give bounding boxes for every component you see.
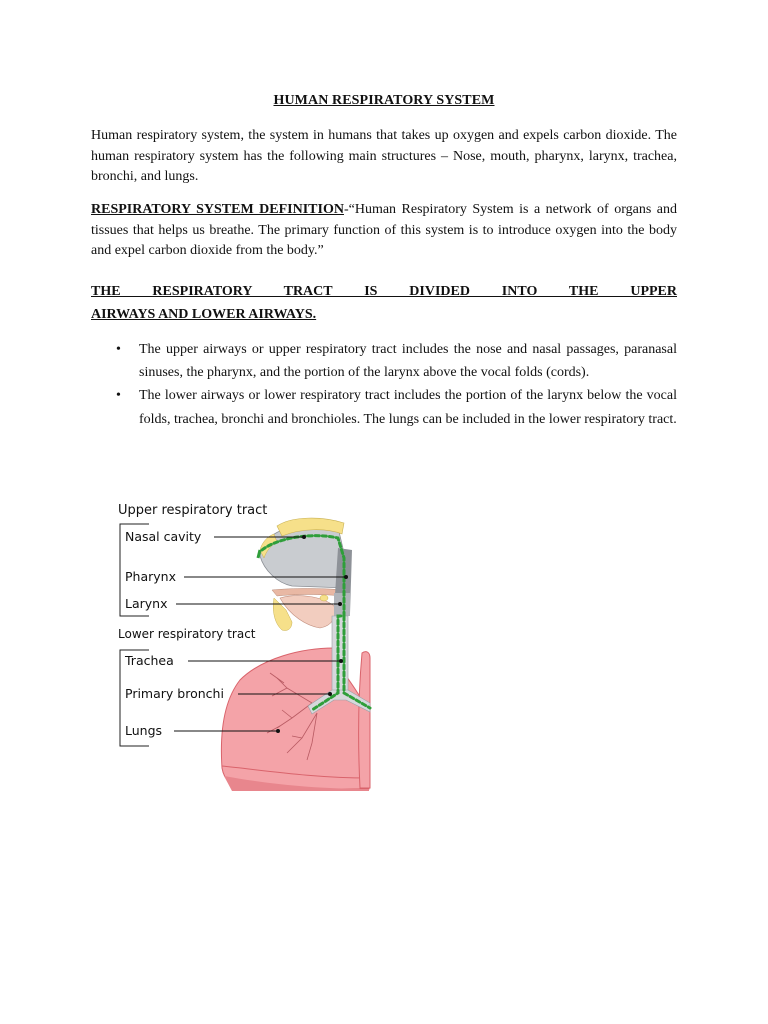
definition-text: -“Human Respiratory System is a network of organs and tissues that helps us breathe. The primary function of this system is to introduce oxygen into the body and expel carbon dioxide from the body.” xyxy=(91,202,677,258)
right-lung-shape xyxy=(359,652,370,788)
bullet-icon: • xyxy=(116,388,121,404)
label-trachea: Trachea xyxy=(125,653,174,668)
bullet-text: The lower airways or lower respiratory tract includes the portion of the larynx below the vocal folds, trachea, bronchi and bronchioles. The lungs can be included in the lower respiratory tract. xyxy=(139,388,677,427)
trachea-shape xyxy=(332,616,348,696)
label-nasal-cavity: Nasal cavity xyxy=(125,529,202,544)
section-heading-line2: AIRWAYS AND LOWER AIRWAYS. xyxy=(91,307,317,322)
intro-paragraph: Human respiratory system, the system in humans that takes up oxygen and expels carbon dioxide. The human respiratory system has the following main structures – Nose, mouth, pharynx, larynx, trachea, bronchi, and lungs. xyxy=(91,128,677,184)
pointer-dot-primary-bronchi xyxy=(328,692,332,696)
definition-paragraph xyxy=(91,200,677,262)
lower-tract-heading: Lower respiratory tract xyxy=(118,627,256,641)
label-lungs: Lungs xyxy=(125,723,163,738)
pointer-dot-larynx xyxy=(338,602,342,606)
label-larynx: Larynx xyxy=(125,596,168,611)
palate-shape xyxy=(272,589,344,597)
pointer-dot-nasal-cavity xyxy=(302,535,306,539)
upper-tract-heading: Upper respiratory tract xyxy=(118,503,268,518)
document-title: HUMAN RESPIRATORY SYSTEM xyxy=(273,93,495,108)
nasal-cavity-shape xyxy=(260,522,347,588)
pointer-dot-lungs xyxy=(276,729,280,733)
respiratory-tract-diagram xyxy=(112,498,372,798)
bullet-list xyxy=(91,338,677,431)
list-item xyxy=(91,384,677,430)
bullet-text: The upper airways or upper respiratory tract includes the nose and nasal passages, paranasal sinuses, the pharynx, and the portion of the larynx above the vocal folds (cords). xyxy=(139,342,677,381)
respiratory-diagram-svg xyxy=(112,498,372,798)
pointer-dot-trachea xyxy=(339,659,343,663)
label-pharynx: Pharynx xyxy=(125,569,176,584)
hyoid-shape xyxy=(320,595,328,601)
definition-lead: RESPIRATORY SYSTEM DEFINITION xyxy=(91,202,344,217)
label-primary-bronchi: Primary bronchi xyxy=(125,686,224,701)
section-heading-line1: THE RESPIRATORY TRACT IS DIVIDED INTO THE UPPER xyxy=(91,284,677,299)
airway-path-highlight-front xyxy=(258,550,260,558)
list-item xyxy=(91,338,677,384)
section-heading xyxy=(91,280,677,326)
pointer-dot-pharynx xyxy=(344,575,348,579)
bullet-icon: • xyxy=(116,342,121,357)
